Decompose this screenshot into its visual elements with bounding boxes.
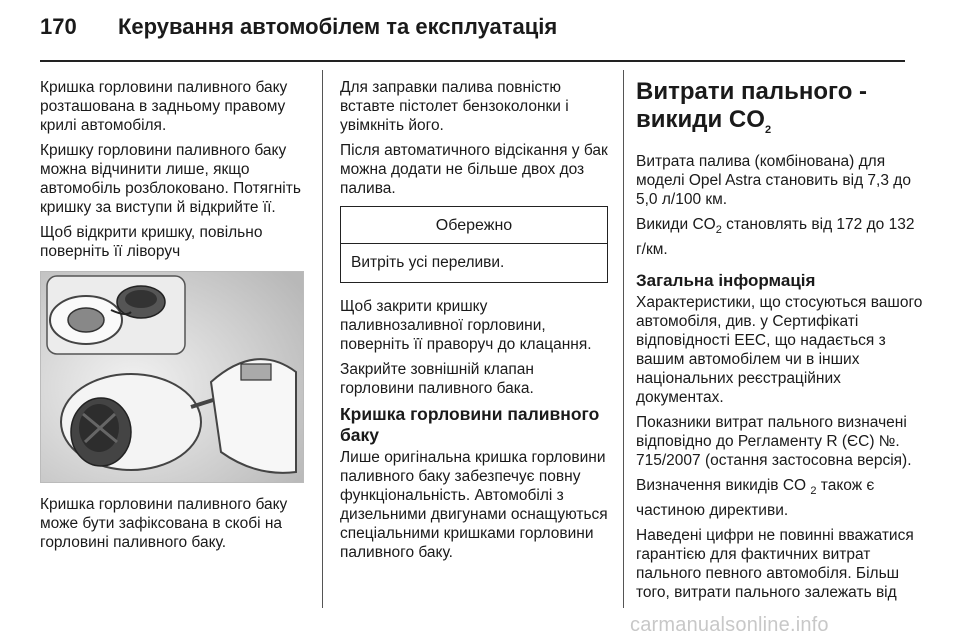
header-divider [40, 60, 905, 62]
fuel-cap-illustration [41, 272, 303, 482]
paragraph: Після автоматичного відсікання у бак можна додати не більше двох доз палива. [340, 142, 608, 197]
page-header [40, 14, 920, 50]
heading-line: викиди CO [636, 106, 765, 133]
section-heading-general-info: Загальна інформація [636, 270, 816, 290]
text-span: Викиди CO [636, 215, 716, 233]
column-middle [340, 78, 608, 568]
page-number: 170 [40, 14, 77, 39]
column-divider [623, 70, 624, 608]
paragraph: Щоб відкрити кришку, повільно поверніть її ліворуч [40, 224, 263, 260]
warning-box [340, 206, 608, 283]
paragraph [636, 476, 926, 520]
text-span: також є частиною директиви. [636, 476, 875, 519]
paragraph: Лише оригінальна кришка горловини паливного баку забезпечує повну функціональність. Автомобілі з дизельними двигунами оснащуються спеціальними кришками горловини паливного баку. [340, 449, 608, 561]
paragraph: Показники витрат пального визначені відповідно до Регламенту R (ЄС) №. 715/2007 (остання застосовна версія). [636, 413, 912, 469]
paragraph: Кришку горловини паливного баку можна відчинити лише, якщо автомобіль розблоковано. Потягніть кришку за виступи й відкрийте її. [40, 142, 301, 216]
paragraph [636, 215, 926, 259]
paragraph: Витрата палива (комбінована) для моделі Opel Astra становить від 7,3 до 5,0 л/100 км. [636, 152, 911, 208]
subscript: 2 [715, 223, 722, 236]
warning-title: Обережно [341, 207, 607, 244]
section-heading-fuel-consumption [636, 78, 926, 144]
column-right [636, 78, 926, 608]
section-heading-fuel-cap: Кришка горловини паливного баку [340, 404, 600, 445]
paragraph: Кришка горловини паливного баку розташована в задньому правому крилі автомобіля. [40, 79, 288, 134]
paragraph: Характеристики, що стосуються вашого автомобіля, див. у Сертифікаті відповідності ЕЕС, що надається з вашим автомобілем чи в інших національних реєстраційних документах. [636, 293, 923, 406]
heading-line: Витрати пального - [636, 78, 868, 105]
paragraph: Для заправки палива повністю вставте пістолет бензоколонки і увімкніть його. [340, 79, 569, 134]
column-left [40, 78, 310, 558]
page-title: Керування автомобілем та експлуатація [118, 14, 558, 39]
watermark: carmanualsonline.info [630, 614, 829, 636]
paragraph: Щоб закрити кришку паливнозаливної горловини, поверніть її праворуч до клацання. [340, 298, 592, 353]
paragraph: Закрийте зовнішній клапан горловини паливного бака. [340, 361, 534, 397]
subscript: 2 [810, 484, 817, 497]
subscript: 2 [764, 123, 772, 136]
column-divider [322, 70, 323, 608]
text-span: Визначення викидів CO [636, 476, 811, 494]
paragraph: Кришка горловини паливного баку може бути зафіксована в скобі на горловині паливного баку. [40, 496, 288, 551]
text-span: становлять від 172 до 132 г/км. [636, 215, 915, 258]
paragraph: Наведені цифри не повинні вважатися гарантією для фактичних витрат пального певного автомобіля. Більш того, витрати пального залежать від [636, 526, 914, 601]
fuel-cap-photo [40, 271, 304, 483]
warning-text: Витріть усі переливи. [351, 254, 505, 271]
